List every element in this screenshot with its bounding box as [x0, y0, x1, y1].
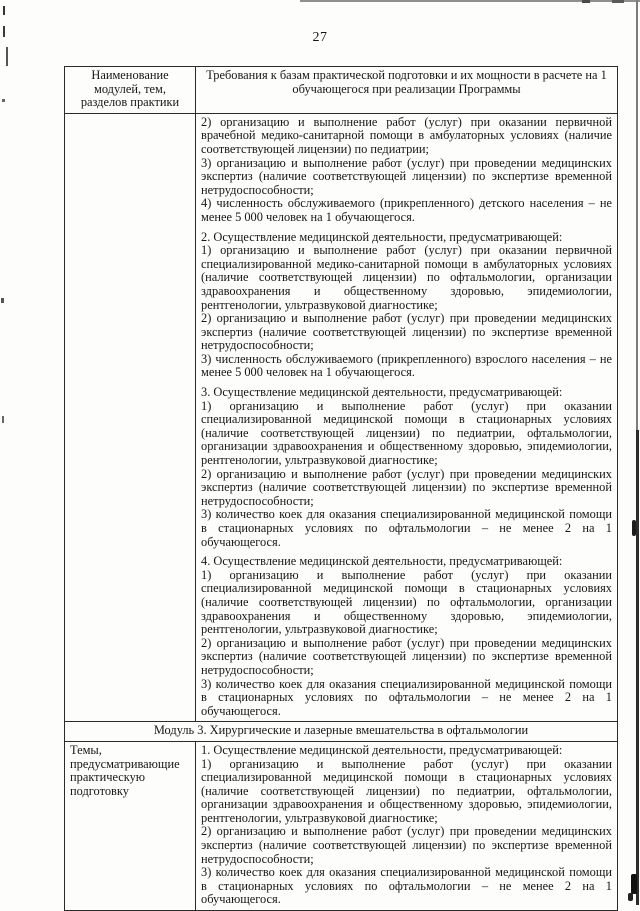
scan-artifact: [2, 416, 4, 423]
header-cell-modules: Наименование модулей, тем, разделов практики: [65, 67, 196, 114]
requirement-block-continuation: [201, 116, 612, 225]
scan-artifact: [628, 893, 633, 901]
requirement-item: 2) организацию и выполнение работ (услуг) при проведении медицинских экспертиз (наличие соответствующей лицензии) по экспертизе временной нетрудоспособности;: [201, 311, 612, 353]
scan-artifact: [6, 47, 8, 66]
requirement-item: 3) количество коек для оказания специализированной медицинской помощи в стационарных условиях по офтальмологии – не менее 2 на 1 обучающегося.: [201, 507, 612, 549]
requirements-cell: [196, 741, 618, 910]
requirement-item: 1) организацию и выполнение работ (услуг) при оказании первичной специализированной медико-санитарной помощи в амбулаторных условиях (наличие соответствующей лицензии) по офтальмологии, организации здравоохранения и общественному здоровью, эпидемиологии, рентгенологии, ультразвуковой диагностике;: [201, 243, 612, 312]
requirement-item: 2) организацию и выполнение работ (услуг) при оказании первичной врачебной медико-санитарной помощи в амбулаторных условиях (наличие соответствующей лицензии) по педиатрии;: [201, 114, 612, 156]
table-header-row: [65, 67, 618, 114]
requirement-item: 2) организацию и выполнение работ (услуг) при проведении медицинских экспертиз (наличие соответствующей лицензии) по экспертизе временной нетрудоспособности;: [201, 466, 612, 508]
requirement-item: 3) количество коек для оказания специализированной медицинской помощи в стационарных условиях по офтальмологии – не менее 2 на 1 обучающегося.: [201, 676, 612, 718]
table-row: [65, 113, 618, 722]
requirement-item: 1) организацию и выполнение работ (услуг) при оказании специализированной медицинской помощи в стационарных условиях (наличие соответствующей лицензии) по педиатрии, офтальмологии, организации здравоохранения и общественному здоровью, эпидемиологии, рентгенологии, ультразвуковой диагностике;: [201, 398, 612, 468]
scan-artifact: [631, 874, 637, 894]
requirement-item: 2) организацию и выполнение работ (услуг) при проведении медицинских экспертиз (наличие соответствующей лицензии) по экспертизе временной нетрудоспособности;: [201, 635, 612, 677]
scan-artifact: [3, 6, 5, 15]
requirement-item: 2) организацию и выполнение работ (услуг) при проведении медицинских экспертиз (наличие соответствующей лицензии) по экспертизе временной нетрудоспособности;: [201, 824, 612, 866]
table-row: [65, 741, 618, 910]
requirement-block-4: [201, 555, 612, 718]
scan-artifact: [636, 430, 639, 905]
requirements-cell: [196, 113, 618, 722]
scan-artifact: [1, 298, 4, 303]
module-name-cell-empty: [65, 113, 196, 722]
requirements-table: [64, 66, 618, 911]
requirement-block-title: 4. Осуществление медицинской деятельности, предусматривающей:: [201, 554, 563, 569]
requirement-item: 4) численность обслуживаемого (прикрепленного) детского населения – не менее 5 000 человек на 1 обучающегося.: [201, 196, 612, 224]
requirement-block-2: [201, 231, 612, 381]
requirement-item: 1) организацию и выполнение работ (услуг) при оказании специализированной медицинской помощи в стационарных условиях (наличие соответствующей лицензии) по офтальмологии, организации здравоохранения и общественному здоровью, эпидемиологии, рентгенологии, ультразвуковой диагностике;: [201, 567, 612, 637]
scan-artifact: [2, 99, 5, 102]
scan-artifact: [300, 0, 640, 2]
scan-artifact: [612, 0, 624, 3]
requirement-block-1: [201, 744, 612, 907]
module-divider-row: [65, 722, 618, 742]
requirement-item: 3) количество коек для оказания специализированной медицинской помощи в стационарных условиях по офтальмологии – не менее 2 на 1 обучающегося.: [201, 865, 612, 907]
header-cell-requirements: Требования к базам практической подготовки и их мощности в расчете на 1 обучающегося при реализации Программы: [196, 67, 618, 114]
module-name-cell-topics: Темы, предусматривающие практическую подготовку: [65, 741, 196, 910]
requirement-block-3: [201, 386, 612, 549]
requirement-item: 1) организацию и выполнение работ (услуг) при оказании специализированной медицинской помощи в стационарных условиях (наличие соответствующей лицензии) по педиатрии, офтальмологии, организации здравоохранения и общественному здоровью, эпидемиологии, рентгенологии, ультразвуковой диагностике;: [201, 756, 612, 825]
requirement-item: 3) организацию и выполнение работ (услуг) при проведении медицинских экспертиз (наличие соответствующей лицензии) по экспертизе временной нетрудоспособности;: [201, 155, 612, 197]
requirement-block-title: 2. Осуществление медицинской деятельности, предусматривающей:: [201, 229, 563, 244]
module-3-title: Модуль 3. Хирургические и лазерные вмешательства в офтальмологии: [65, 722, 618, 742]
scan-artifact: [632, 520, 636, 536]
requirement-block-title: 3. Осуществление медицинской деятельности, предусматривающей:: [201, 385, 563, 400]
page-number: 27: [312, 30, 328, 45]
scan-artifact: [582, 0, 590, 3]
requirement-item: 3) численность обслуживаемого (прикрепленного) взрослого населения – не менее 5 000 человек на 1 обучающегося.: [201, 351, 612, 380]
scan-artifact: [636, 0, 638, 430]
requirement-block-title: 1. Осуществление медицинской деятельности, предусматривающей:: [201, 742, 563, 757]
